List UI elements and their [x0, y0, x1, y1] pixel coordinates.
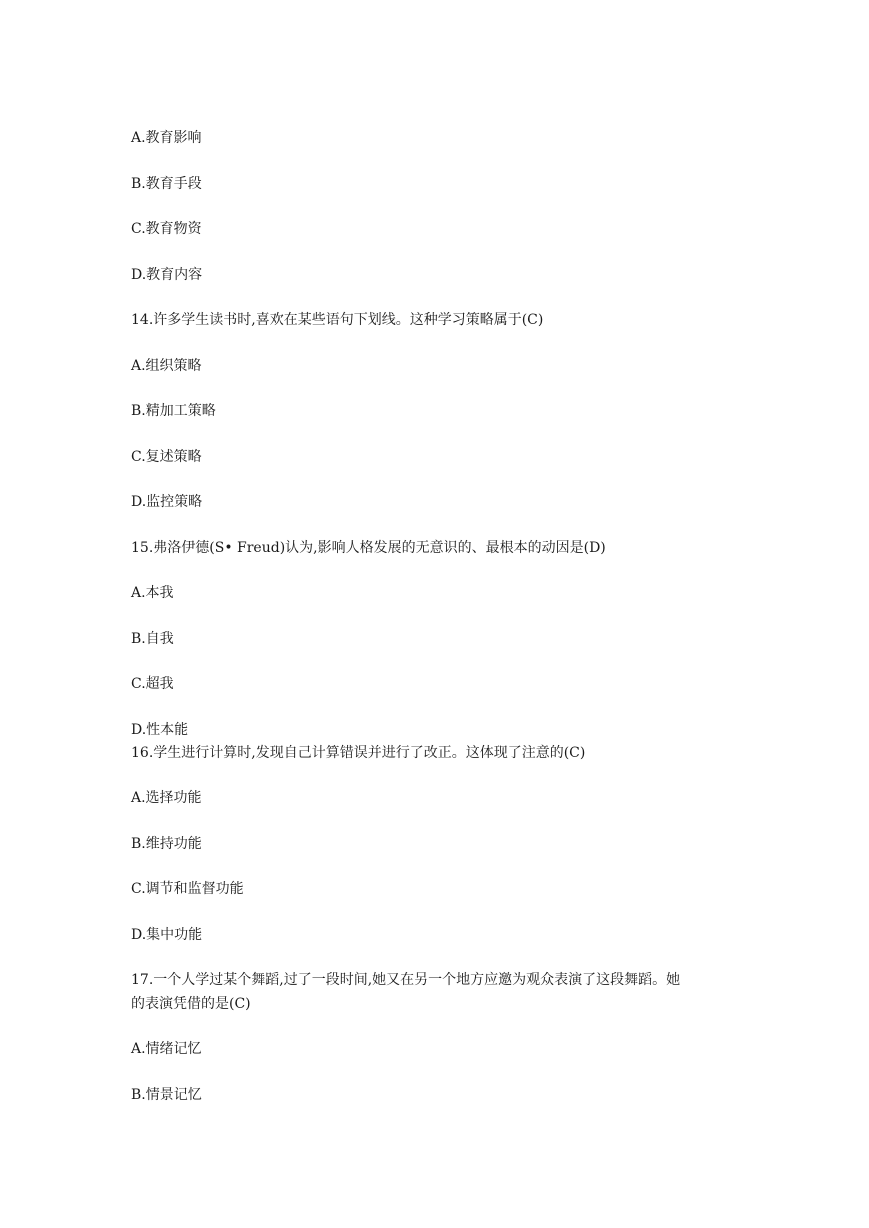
q13-option-c: C.教育物资: [131, 221, 202, 237]
q16-option-d: D.集中功能: [131, 927, 203, 943]
q15-stem: 15.弗洛伊德(S• Freud)认为,影响人格发展的无意识的、最根本的动因是(D): [131, 540, 606, 556]
q17-stem-line-1: 17.一个人学过某个舞蹈,过了一段时间,她又在另一个地方应邀为观众表演了这段舞蹈。她: [131, 972, 681, 988]
q13-option-d: D.教育内容: [131, 267, 203, 283]
q16-option-b: B.维持功能: [131, 836, 202, 852]
q16-stem: 16.学生进行计算时,发现自己计算错误并进行了改正。这体现了注意的(C): [131, 745, 586, 761]
q16-option-a: A.选择功能: [131, 790, 202, 806]
q14-option-a: A.组织策略: [131, 358, 202, 374]
q15-option-a: A.本我: [131, 585, 174, 601]
q13-option-a: A.教育影响: [131, 130, 202, 146]
q13-option-b: B.教育手段: [131, 176, 202, 192]
q14-stem: 14.许多学生读书时,喜欢在某些语句下划线。这种学习策略属于(C): [131, 312, 544, 328]
q14-option-c: C.复述策略: [131, 449, 202, 465]
q14-option-b: B.精加工策略: [131, 403, 216, 419]
q15-option-b: B.自我: [131, 631, 174, 647]
q17-option-b: B.情景记忆: [131, 1087, 202, 1103]
q15-option-d: D.性本能: [131, 722, 189, 738]
q16-option-c: C.调节和监督功能: [131, 881, 244, 897]
q17-stem-line-2: 的表演凭借的是(C): [131, 996, 251, 1012]
q14-option-d: D.监控策略: [131, 494, 203, 510]
q17-option-a: A.情绪记忆: [131, 1041, 202, 1057]
q15-option-c: C.超我: [131, 676, 174, 692]
